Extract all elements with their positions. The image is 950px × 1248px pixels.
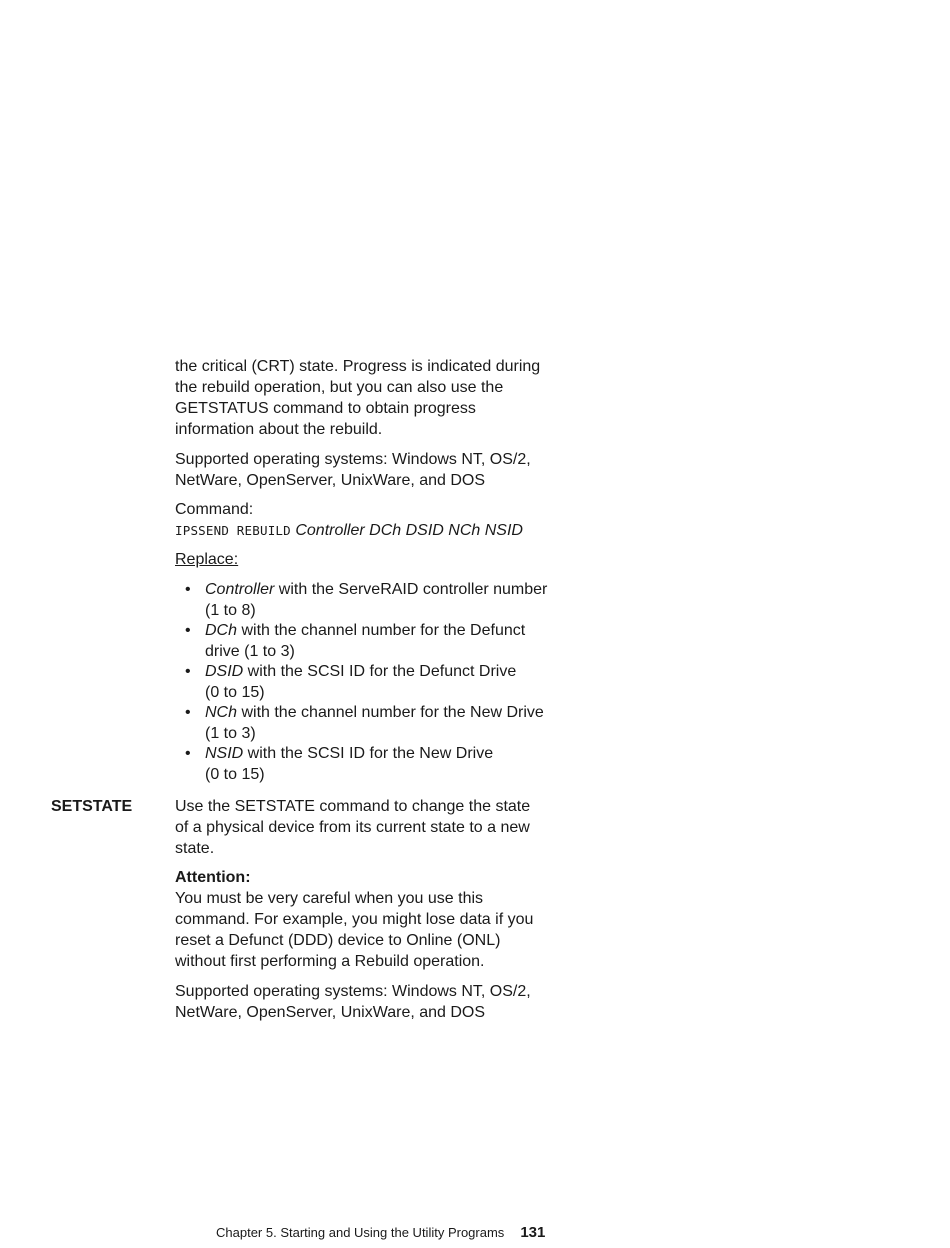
command-params: Controller DCh DSID NCh NSID [295,522,523,539]
setstate-supported-os [175,981,575,1023]
param-desc: with the channel number for the Defunct [237,622,526,639]
text-line: command. For example, you might lose data if you [175,911,534,928]
text-line: NetWare, OpenServer, UnixWare, and DOS [175,1004,486,1021]
text-line: Use the SETSTATE command to change the state [175,798,531,815]
param-desc: with the channel number for the New Drive [237,704,544,721]
param-range: drive (1 to 3) [205,642,295,660]
bullet-glyph: • [185,745,191,762]
text-line: Supported operating systems: Windows NT, OS/2, [175,451,531,468]
param-range: (1 to 8) [205,601,256,619]
command-label: Command: [175,501,254,518]
replace-label: Replace: [175,551,239,568]
text-line: without first performing a Rebuild operation. [175,953,485,970]
attention-heading: Attention: [175,869,251,886]
param-range: (0 to 15) [205,683,265,701]
param-name: DSID [205,663,244,680]
param-name: NSID [205,745,244,762]
list-item [175,621,575,662]
page-number: 131 [520,1224,546,1241]
list-item [175,744,575,785]
text-line: You must be very careful when you use this [175,890,484,907]
text-line: information about the rebuild. [175,421,383,438]
param-range: (1 to 3) [205,724,256,742]
attention-block [175,867,575,972]
param-range: (0 to 15) [205,765,265,783]
bullet-glyph: • [185,622,191,639]
text-line: reset a Defunct (DDD) device to Online (ONL) [175,932,501,949]
text-line: NetWare, OpenServer, UnixWare, and DOS [175,472,486,489]
text-line: the critical (CRT) state. Progress is indicated during [175,358,541,375]
bullet-glyph: • [185,581,191,598]
bullet-glyph: • [185,663,191,680]
command-keyword: IPSSEND REBUILD [175,523,291,538]
text-line: the rebuild operation, but you can also use the [175,379,504,396]
text-line: Supported operating systems: Windows NT, OS/2, [175,983,531,1000]
setstate-description [175,796,575,859]
param-name: DCh [205,622,238,639]
page-footer [216,1224,545,1242]
param-desc: with the SCSI ID for the New Drive [243,745,494,762]
param-desc: with the SCSI ID for the Defunct Drive [243,663,517,680]
text-line: GETSTATUS command to obtain progress [175,400,476,417]
command-syntax [175,520,575,541]
text-line: state. [175,840,215,857]
replace-heading-block [175,549,575,570]
bullet-glyph: • [185,704,191,721]
param-desc: with the ServeRAID controller number [274,581,548,598]
list-item [175,703,575,744]
param-name: Controller [205,581,275,598]
list-item [175,662,575,703]
rebuild-intro-paragraph [175,356,575,440]
list-item [175,580,575,621]
param-name: NCh [205,704,238,721]
rebuild-command-block [175,499,575,541]
setstate-term: SETSTATE [51,798,133,815]
replace-parameter-list [175,580,575,785]
text-line: of a physical device from its current state to a new [175,819,530,836]
chapter-title: Chapter 5. Starting and Using the Utility Programs [216,1225,505,1240]
rebuild-supported-os [175,449,575,491]
